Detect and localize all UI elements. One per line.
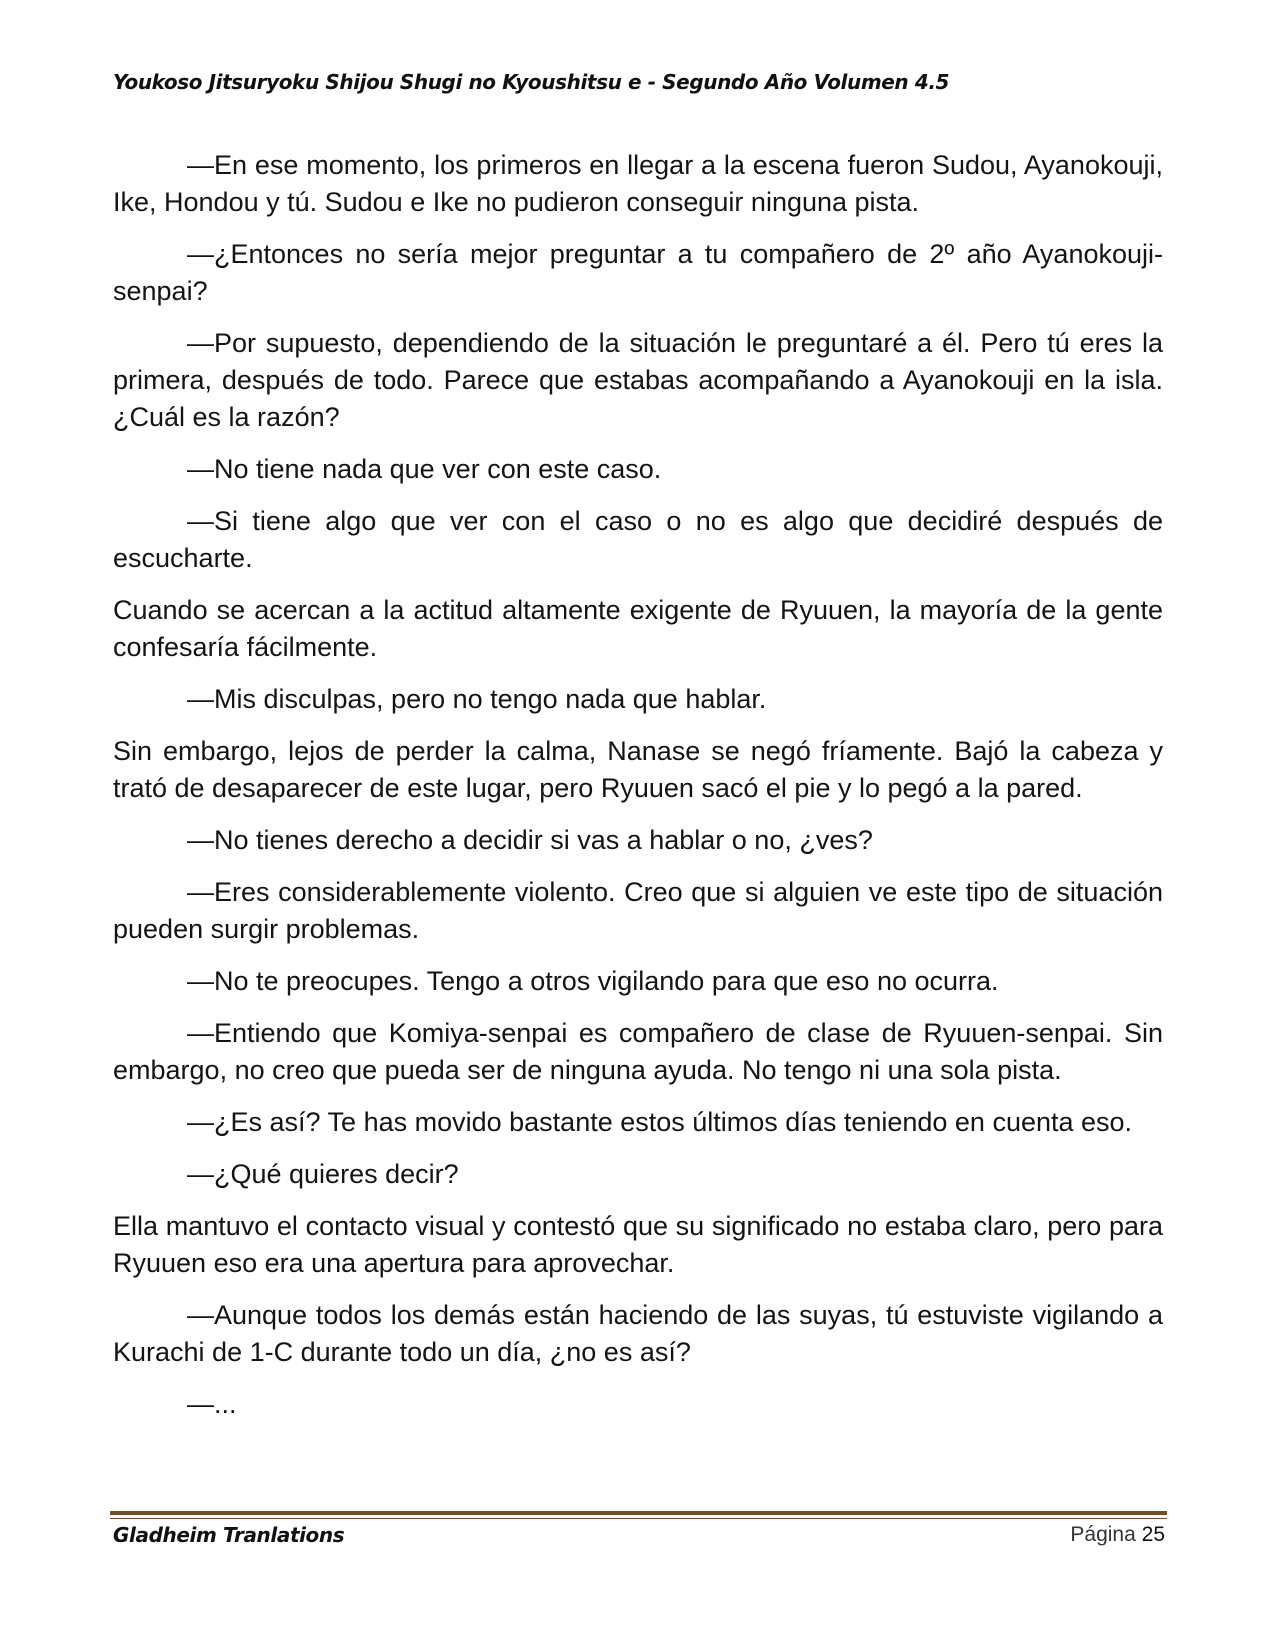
- footer-divider: [110, 1511, 1167, 1515]
- paragraph: —Entiendo que Komiya-senpai es compañero de clase de Ryuuen-senpai. Sin embargo, no creo que pueda ser de ninguna ayuda. No tengo ni una sola pista.: [113, 1018, 1163, 1085]
- paragraph: —En ese momento, los primeros en llegar a la escena fueron Sudou, Ayanokouji, Ike, Hondou y tú. Sudou e Ike no pudieron conseguir ninguna pista.: [113, 150, 1163, 217]
- paragraph: Ella mantuvo el contacto visual y contestó que su significado no estaba claro, pero para Ryuuen eso era una apertura para aprovechar.: [113, 1211, 1163, 1278]
- paragraph: —Mis disculpas, pero no tengo nada que hablar.: [187, 684, 767, 714]
- paragraph: —Si tiene algo que ver con el caso o no es algo que decidiré después de escucharte.: [113, 506, 1163, 573]
- body-text: [113, 147, 1163, 1438]
- page-number: [1070, 1523, 1165, 1547]
- page-label: Página: [1070, 1523, 1136, 1546]
- page-header-title: Youkoso Jitsuryoku Shijou Shugi no Kyoushitsu e - Segundo Año Volumen 4.5: [113, 70, 950, 94]
- paragraph: —¿Qué quieres decir?: [187, 1159, 459, 1189]
- paragraph: —¿Es así? Te has movido bastante estos últimos días teniendo en cuenta eso.: [187, 1107, 1133, 1137]
- paragraph: —No tienes derecho a decidir si vas a hablar o no, ¿ves?: [187, 825, 873, 855]
- paragraph: —No tiene nada que ver con este caso.: [187, 454, 662, 484]
- page-number-value: 25: [1141, 1523, 1165, 1546]
- paragraph: —...: [187, 1389, 237, 1419]
- paragraph: —No te preocupes. Tengo a otros vigilando para que eso no ocurra.: [187, 966, 999, 996]
- paragraph: —¿Entonces no sería mejor preguntar a tu compañero de 2º año Ayanokouji-senpai?: [113, 239, 1163, 306]
- paragraph: —Por supuesto, dependiendo de la situación le preguntaré a él. Pero tú eres la primera, después de todo. Parece que estabas acompañando a Ayanokouji en la isla. ¿Cuál es la razón?: [113, 328, 1163, 432]
- paragraph: Sin embargo, lejos de perder la calma, Nanase se negó fríamente. Bajó la cabeza y trató de desaparecer de este lugar, pero Ryuuen sacó el pie y lo pegó a la pared.: [113, 736, 1163, 803]
- footer-divider-thin: [110, 1518, 1167, 1519]
- paragraph: Cuando se acercan a la actitud altamente exigente de Ryuuen, la mayoría de la gente confesaría fácilmente.: [113, 595, 1163, 662]
- paragraph: —Eres considerablemente violento. Creo que si alguien ve este tipo de situación pueden surgir problemas.: [113, 877, 1163, 944]
- footer-credit: Gladheim Tranlations: [113, 1523, 345, 1547]
- paragraph: —Aunque todos los demás están haciendo de las suyas, tú estuviste vigilando a Kurachi de 1-C durante todo un día, ¿no es así?: [113, 1300, 1163, 1367]
